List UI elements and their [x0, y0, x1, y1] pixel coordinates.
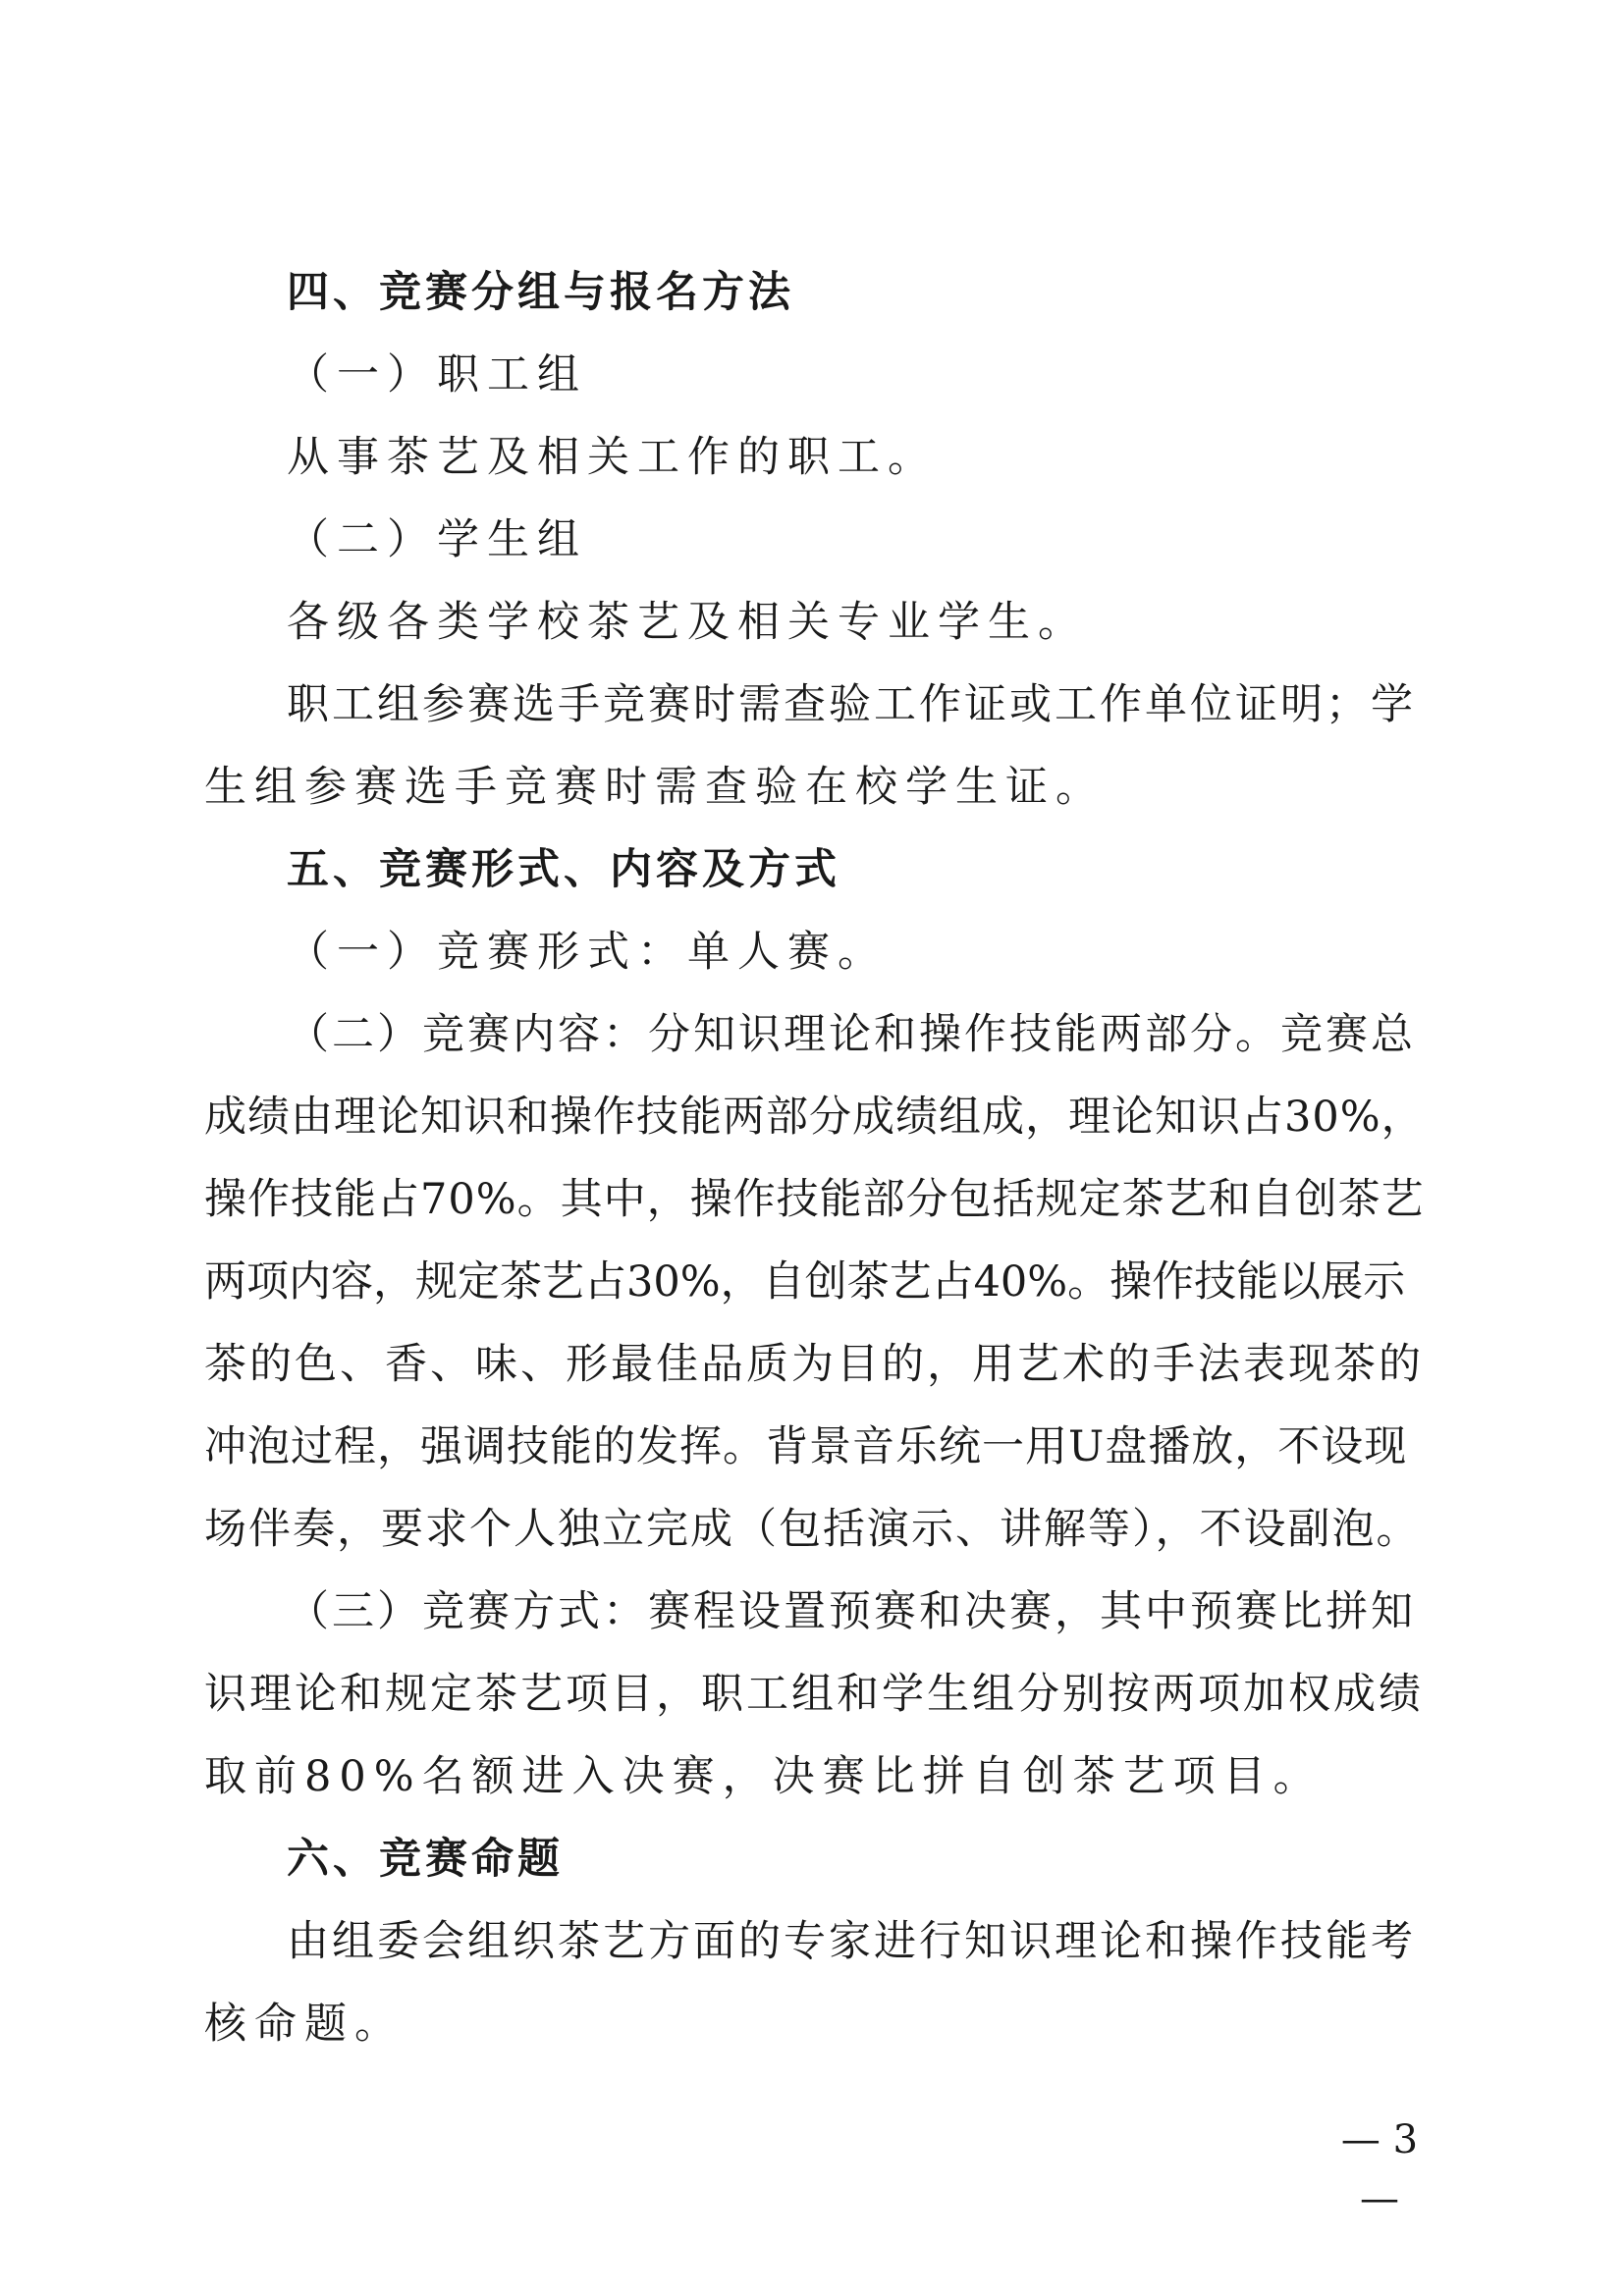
subsection-5-2-line-2: 成绩由理论知识和操作技能两部分成绩组成，理论知识占30%，	[204, 1093, 1425, 1142]
subsection-5-2-line-1: （二）竞赛内容：分知识理论和操作技能两部分。竞赛总	[287, 1010, 1416, 1059]
subsection-4-1-title: （一）职工组	[287, 350, 587, 400]
subsection-4-2-text: 各级各类学校茶艺及相关专业学生。	[287, 598, 1088, 647]
section-4-note-line-1: 职工组参赛选手竞赛时需查验工作证或工作单位证明；学	[287, 680, 1416, 729]
subsection-5-3-line-2: 识理论和规定茶艺项目，职工组和学生组分别按两项加权成绩	[204, 1670, 1424, 1719]
subsection-5-2-line-5: 茶的色、香、味、形最佳品质为目的，用艺术的手法表现茶的	[204, 1340, 1424, 1389]
subsection-5-2-line-6: 冲泡过程，强调技能的发挥。背景音乐统一用U盘播放，不设现	[204, 1422, 1408, 1471]
subsection-5-1: （一）竞赛形式：单人赛。	[287, 928, 888, 977]
section-6-text-line-2: 核命题。	[204, 2000, 405, 2049]
page-number: — 3 —	[1340, 2117, 1419, 2221]
subsection-5-2-line-3: 操作技能占70%。其中，操作技能部分包括规定茶艺和自创茶艺	[204, 1175, 1425, 1224]
section-6-text-line-1: 由组委会组织茶艺方面的专家进行知识理论和操作技能考	[287, 1917, 1416, 1966]
subsection-4-1-text: 从事茶艺及相关工作的职工。	[287, 433, 938, 482]
section-4-heading: 四、竞赛分组与报名方法	[287, 268, 794, 317]
section-4-note-line-2: 生组参赛选手竞赛时需查验在校学生证。	[204, 763, 1106, 812]
section-6-heading: 六、竞赛命题	[287, 1835, 564, 1884]
subsection-5-2-line-4: 两项内容，规定茶艺占30%，自创茶艺占40%。操作技能以展示	[204, 1257, 1406, 1307]
subsection-5-3-line-1: （三）竞赛方式：赛程设置预赛和决赛，其中预赛比拼知	[287, 1587, 1416, 1636]
section-5-heading: 五、竞赛形式、内容及方式	[287, 845, 840, 894]
subsection-5-2-line-7: 场伴奏，要求个人独立完成（包括演示、讲解等），不设副泡。	[204, 1505, 1421, 1554]
subsection-5-3-line-3: 取前80%名额进入决赛，决赛比拼自创茶艺项目。	[204, 1752, 1324, 1801]
subsection-4-2-title: （二）学生组	[287, 515, 587, 564]
